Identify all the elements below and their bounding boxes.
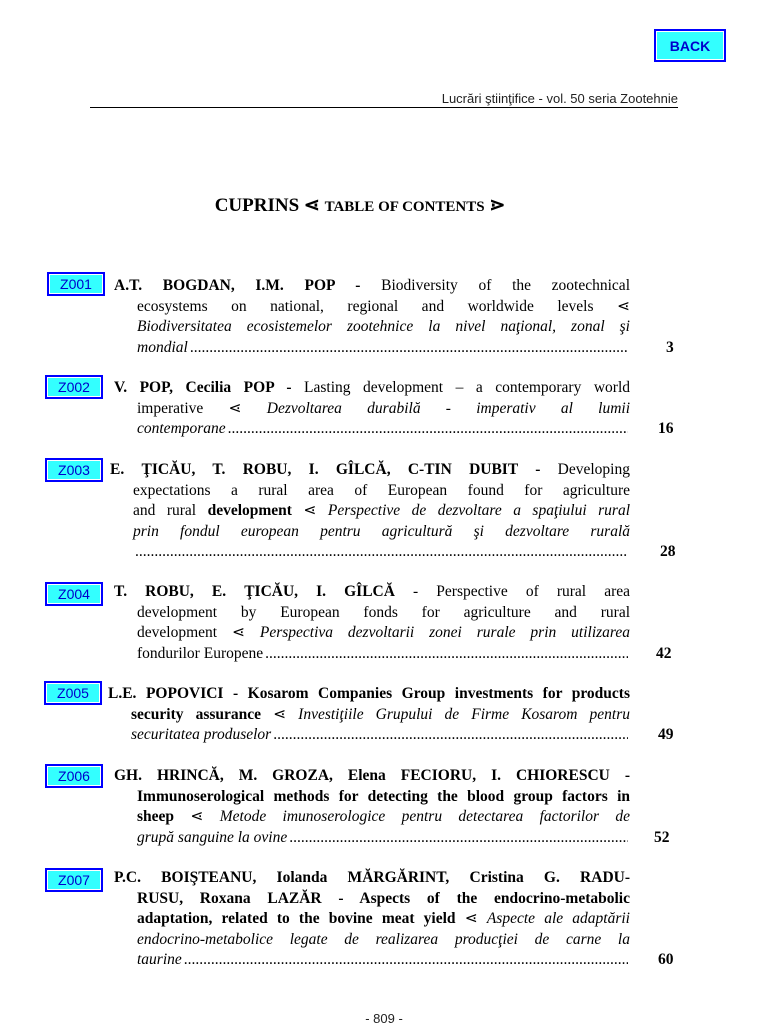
entry-title-en: ecosystems on national, regional and worldwide levels ⋖ — [137, 297, 630, 315]
leader-dots — [228, 419, 628, 440]
entry-line — [108, 725, 630, 746]
entry-title-ro: Metode imunoserologice pentru detectarea factorilor de — [219, 808, 630, 826]
entry-line — [114, 868, 630, 889]
entry-page: 3 — [666, 339, 674, 356]
entry-authors: P.C. BOIŞTEANU, Iolanda MĂRGĂRINT, Cristina G. RADU- — [114, 869, 630, 886]
entry-title-en: development by European fonds for agriculture and rural — [137, 603, 630, 621]
entry-title-ro: Aspecte ale adaptării — [486, 910, 630, 928]
entry-title-en: Developing — [557, 461, 630, 478]
leader-dots — [289, 828, 628, 849]
entry-line — [114, 582, 630, 603]
entry-page: 60 — [658, 951, 674, 968]
entry-line — [114, 787, 630, 808]
entry-title-ro: fondurilor Europene — [137, 644, 264, 662]
header-rule — [90, 107, 678, 108]
entry-title-ro: securitatea produselor — [131, 726, 272, 744]
entry-authors: T. ROBU, E. ŢICĂU, I. GÎLCĂ — [114, 583, 395, 600]
entry-title-en-bold: development — [207, 502, 292, 520]
entry-separator: ⋖ — [455, 910, 487, 928]
entry-line — [114, 828, 630, 849]
entry-line — [110, 542, 630, 563]
entry-line — [114, 889, 630, 910]
entry-line — [114, 317, 630, 338]
entry-title-ro: grupă sanguine la ovine — [137, 828, 288, 846]
entry-code-button[interactable]: Z006 — [45, 764, 103, 788]
leader-dots — [190, 338, 628, 359]
entry-authors: A.T. BOGDAN, I.M. POP - — [114, 277, 382, 294]
leader-dots — [184, 950, 628, 971]
entry-text — [114, 582, 630, 664]
entry-title-ro: prin fondul european pentru agricultură şi dezvoltare rurală — [133, 522, 630, 540]
entry-text — [114, 868, 630, 971]
toc-title-en: TABLE OF CONTENTS — [324, 199, 485, 215]
entry-separator: ⋖ — [261, 705, 299, 723]
entry-code-button[interactable]: Z002 — [45, 375, 103, 399]
entry-title-ro: Perspectiva dezvoltarii zonei rurale prin utilizarea — [259, 624, 630, 642]
entry-text — [108, 684, 630, 746]
entry-authors: E. ŢICĂU, T. ROBU, I. GÎLCĂ, C-TIN DUBIT - — [110, 461, 558, 478]
entry-title-en: and rural — [133, 502, 208, 520]
entry-line — [114, 338, 630, 359]
entry-authors: GH. HRINCĂ, M. GROZA, Elena FECIORU, I. CHIORESCU - — [114, 767, 630, 784]
entry-separator: ⋖ — [174, 808, 220, 826]
entry-title-en: expectations a rural area of European found for agriculture — [133, 481, 630, 499]
entry-line — [114, 950, 630, 971]
entry-title-en: adaptation, related to the bovine meat yield — [137, 910, 456, 928]
entry-code-button[interactable]: Z001 — [47, 272, 105, 296]
toc-title-sep-right: ⋗ — [489, 195, 506, 216]
entry-title-en: Aspects of the endocrino-metabolic — [359, 889, 630, 907]
entry-title-ro: taurine — [137, 951, 182, 969]
entry-text — [110, 460, 630, 563]
entry-authors: V. POP, Cecilia POP - — [114, 379, 305, 396]
entry-title-en: imperative ⋖ — [137, 399, 267, 417]
entry-title-en: Biodiversity of the zootechnical — [381, 277, 630, 294]
entry-title-en: sheep — [137, 808, 175, 826]
entry-title-en: - Perspective of rural area — [394, 583, 630, 600]
entry-code-button[interactable]: Z003 — [45, 458, 103, 482]
entry-page: 28 — [660, 543, 676, 560]
entry-line — [114, 807, 630, 828]
entry-line — [114, 276, 630, 297]
toc-title — [0, 194, 720, 217]
entry-separator: ⋖ — [291, 502, 328, 520]
entry-line — [108, 705, 630, 726]
toc-title-sep-left: ⋖ — [303, 195, 320, 216]
entry-text — [114, 378, 630, 440]
entry-code-button[interactable]: Z007 — [45, 868, 103, 892]
entry-title-ro: endocrino-metabolice legate de realizarea producţiei de carne la — [137, 930, 630, 948]
entry-line — [114, 297, 630, 318]
entry-title-ro: Dezvoltarea durabilă - imperativ al lumii — [266, 399, 630, 417]
back-button[interactable]: BACK — [654, 29, 726, 62]
entry-code-button[interactable]: Z005 — [44, 681, 102, 705]
entry-title-ro: Perspective de dezvoltare a spaţiului rural — [327, 502, 630, 520]
entry-line — [114, 419, 630, 440]
leader-dots — [135, 542, 628, 563]
entry-authors: L.E. POPOVICI - — [108, 685, 248, 702]
entry-line — [114, 766, 630, 787]
entry-line — [114, 909, 630, 930]
entry-line — [110, 522, 630, 543]
entry-line — [114, 644, 630, 665]
entry-line — [114, 399, 630, 420]
entry-page: 42 — [656, 645, 672, 662]
toc-title-ro: CUPRINS — [214, 195, 300, 216]
entry-title-en: Lasting development – a contemporary world — [304, 379, 630, 396]
entry-page: 52 — [654, 829, 670, 846]
entry-authors: RUSU, Roxana LAZĂR - — [137, 889, 360, 907]
entry-title-en: security assurance — [131, 705, 262, 723]
entry-title-ro: contemporane — [137, 420, 226, 438]
entry-title-ro: Investiţiile Grupului de Firme Kosarom pentru — [298, 705, 630, 723]
entry-text — [114, 766, 630, 848]
entry-page: 16 — [658, 420, 674, 437]
entry-line — [114, 623, 630, 644]
leader-dots — [273, 725, 628, 746]
entry-line — [114, 603, 630, 624]
entry-line — [110, 481, 630, 502]
entry-text — [114, 276, 630, 358]
entry-line — [110, 460, 630, 481]
entry-line — [110, 501, 630, 522]
entry-title-ro: mondial — [137, 338, 188, 356]
entry-title-en: Immunoserological methods for detecting the blood group factors in — [137, 787, 630, 805]
entry-line — [108, 684, 630, 705]
entry-title-en: development ⋖ — [137, 624, 260, 642]
entry-title-ro: Biodiversitatea ecosistemelor zootehnice la nivel naţional, zonal şi — [137, 318, 630, 336]
running-head: Lucrări ştiinţifice - vol. 50 seria Zootehnie — [441, 91, 678, 106]
entry-title-en: Kosarom Companies Group investments for products — [247, 685, 630, 702]
page-number: - 809 - — [365, 1011, 403, 1026]
entry-line — [114, 378, 630, 399]
entry-code-button[interactable]: Z004 — [45, 582, 103, 606]
leader-dots — [265, 644, 628, 665]
entry-line — [114, 930, 630, 951]
entry-page: 49 — [658, 726, 674, 743]
